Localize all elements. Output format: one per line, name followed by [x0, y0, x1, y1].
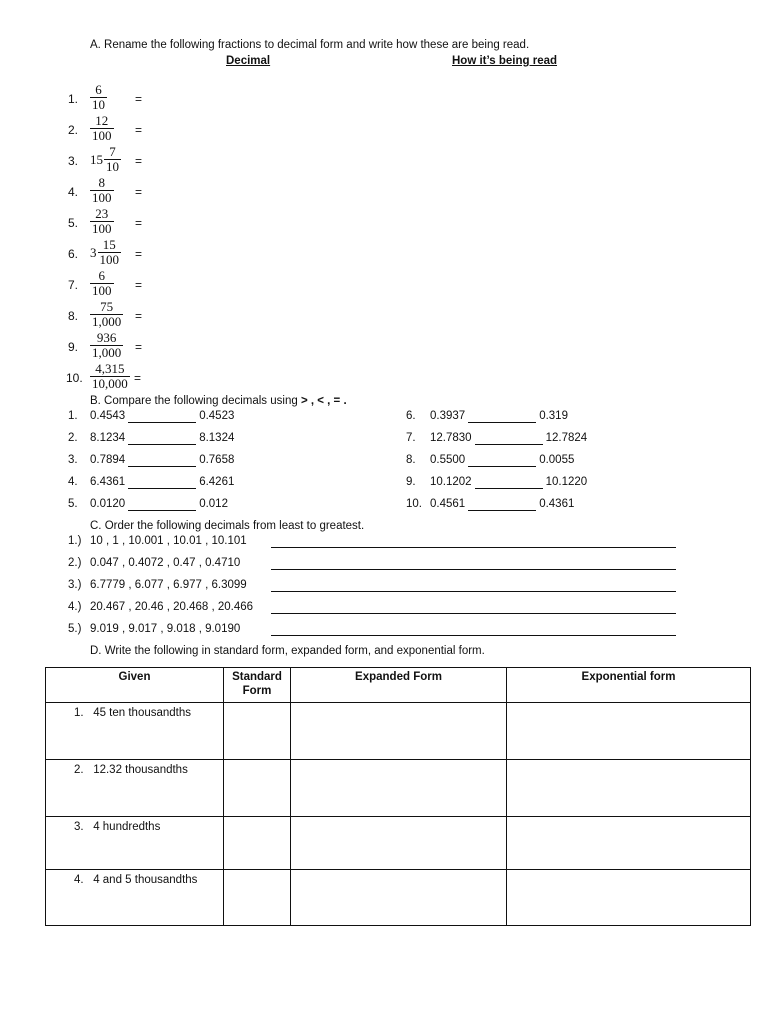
decimal-set: 20.467 , 20.46 , 20.468 , 20.466: [90, 601, 254, 613]
item-number: 6.: [68, 247, 79, 261]
item-number: 4.: [68, 185, 79, 199]
answer-blank[interactable]: [128, 410, 196, 423]
table-row: [46, 870, 751, 926]
compare-item: [406, 432, 587, 445]
answer-line[interactable]: [271, 557, 676, 570]
header-exponential-form: Exponential form: [507, 668, 751, 703]
answer-blank[interactable]: [468, 498, 536, 511]
item-number: 1.: [68, 92, 79, 106]
fraction: [90, 362, 130, 391]
fraction-body: [90, 269, 114, 298]
equals-sign: =: [135, 278, 143, 292]
answer-blank[interactable]: [468, 454, 536, 467]
item-number: 8.: [406, 454, 416, 466]
compare-item: [68, 498, 228, 511]
item-number: 7.: [406, 432, 416, 444]
fraction-whole: 15: [90, 151, 103, 167]
decimal-set: 9.019 , 9.017 , 9.018 , 9.0190: [90, 623, 241, 635]
fraction-body: [90, 176, 114, 205]
second-decimal: 8.1324: [199, 432, 235, 444]
header-standard-form: Standard Form: [224, 668, 291, 703]
fraction-body: [90, 300, 123, 329]
standard-form-cell[interactable]: [224, 703, 291, 760]
row-number: 1.: [74, 707, 84, 719]
equals-sign: =: [134, 371, 142, 385]
first-decimal: 0.5500: [430, 454, 466, 466]
how-read-column-header: How it’s being read: [452, 55, 558, 67]
equals-sign: =: [135, 123, 143, 137]
second-decimal: 0.0055: [539, 454, 575, 466]
denominator: 100: [92, 128, 112, 143]
equals-sign: =: [135, 216, 143, 230]
compare-item: [406, 476, 587, 489]
first-decimal: 8.1234: [90, 432, 126, 444]
fraction-body: [98, 238, 122, 267]
standard-form-cell[interactable]: [224, 870, 291, 926]
compare-item: [68, 454, 234, 467]
second-decimal: 0.4523: [199, 410, 235, 422]
denominator: 10: [92, 97, 105, 112]
answer-blank[interactable]: [468, 410, 536, 423]
section-d-title: D. Write the following in standard form, expanded form, and exponential form.: [90, 645, 485, 657]
given-cell: [46, 760, 224, 817]
numerator: 4,315: [95, 361, 125, 376]
order-item: [68, 601, 678, 614]
item-number: 8.: [68, 309, 79, 323]
numerator: 15: [102, 237, 116, 252]
standard-form-cell[interactable]: [224, 760, 291, 817]
expanded-form-cell[interactable]: [291, 817, 507, 870]
denominator: 100: [92, 283, 112, 298]
forms-table: [45, 667, 751, 926]
numerator: 23: [95, 206, 109, 221]
denominator: 10: [106, 159, 119, 174]
answer-blank[interactable]: [128, 498, 196, 511]
first-decimal: 0.7894: [90, 454, 126, 466]
fraction: [90, 83, 107, 112]
numerator: 12: [95, 113, 109, 128]
item-number: 10.: [406, 498, 422, 510]
expanded-form-cell[interactable]: [291, 703, 507, 760]
item-number: 4.: [68, 476, 78, 488]
compare-item: [406, 454, 574, 467]
first-decimal: 0.3937: [430, 410, 466, 422]
exponential-form-cell[interactable]: [507, 817, 751, 870]
item-number: 1.: [68, 410, 78, 422]
order-item: [68, 623, 678, 636]
answer-line[interactable]: [271, 601, 676, 614]
equals-sign: =: [135, 309, 143, 323]
row-number: 4.: [74, 874, 84, 886]
exponential-form-cell[interactable]: [507, 760, 751, 817]
numerator: 936: [96, 330, 117, 345]
fraction: [90, 114, 114, 143]
fraction-body: [90, 362, 130, 391]
fraction-body: [90, 83, 107, 112]
section-b-title-text: B. Compare the following decimals using: [90, 395, 301, 407]
fraction-body: [90, 207, 114, 236]
item-number: 5.: [68, 498, 78, 510]
item-number: 7.: [68, 278, 79, 292]
fraction-whole: 3: [90, 244, 97, 260]
item-number: 5.: [68, 216, 79, 230]
standard-form-cell[interactable]: [224, 817, 291, 870]
row-number: 3.: [74, 821, 84, 833]
compare-item: [406, 410, 568, 423]
fraction: [90, 207, 114, 236]
equals-sign: =: [135, 247, 143, 261]
numerator: 6: [98, 268, 105, 283]
order-item: [68, 557, 678, 570]
first-decimal: 6.4361: [90, 476, 126, 488]
answer-blank[interactable]: [128, 454, 196, 467]
header-given: Given: [46, 668, 224, 703]
first-decimal: 0.4561: [430, 498, 466, 510]
order-item: [68, 579, 678, 592]
answer-blank[interactable]: [128, 476, 196, 489]
fraction-body: [90, 331, 123, 360]
compare-item: [68, 476, 234, 489]
equals-sign: =: [135, 154, 143, 168]
denominator: 100: [92, 190, 112, 205]
denominator: 1,000: [92, 314, 122, 329]
second-decimal: 0.4361: [539, 498, 575, 510]
answer-line[interactable]: [271, 623, 676, 636]
item-number: 6.: [406, 410, 416, 422]
item-number: 3.: [68, 154, 79, 168]
given-cell: [46, 870, 224, 926]
fraction: [90, 331, 123, 360]
fraction: [90, 300, 123, 329]
numerator: 75: [100, 299, 114, 314]
answer-blank[interactable]: [475, 432, 543, 445]
equals-sign: =: [135, 185, 143, 199]
given-cell: [46, 703, 224, 760]
section-b-symbols: > , < , = .: [300, 395, 347, 407]
table-row: [46, 760, 751, 817]
answer-blank[interactable]: [475, 476, 543, 489]
fraction-body: [104, 145, 121, 174]
order-item: [68, 535, 678, 548]
numerator: 6: [95, 82, 102, 97]
row-number: 2.: [74, 764, 84, 776]
item-number: 3.: [68, 454, 78, 466]
item-number: 2.): [68, 557, 82, 569]
answer-line[interactable]: [271, 579, 676, 592]
table-row: [46, 817, 751, 870]
section-b-title: [90, 395, 347, 407]
fraction-body: [90, 114, 114, 143]
exponential-form-cell[interactable]: [507, 703, 751, 760]
item-number: 9.: [68, 340, 79, 354]
item-number: 9.: [406, 476, 416, 488]
expanded-form-cell[interactable]: [291, 760, 507, 817]
first-decimal: 0.0120: [90, 498, 126, 510]
denominator: 1,000: [92, 345, 122, 360]
given-text: 4 hundredths: [93, 821, 161, 833]
fraction: [90, 269, 114, 298]
answer-blank[interactable]: [128, 432, 196, 445]
section-c-title: C. Order the following decimals from least to greatest.: [90, 520, 365, 532]
table-row: [46, 703, 751, 760]
fraction: [90, 176, 114, 205]
second-decimal: 0.012: [199, 498, 228, 510]
section-a-title: A. Rename the following fractions to decimal form and write how these are being read.: [90, 39, 530, 51]
second-decimal: 12.7824: [545, 432, 588, 444]
decimal-set: 10 , 1 , 10.001 , 10.01 , 10.101: [90, 535, 247, 547]
denominator: 100: [92, 221, 112, 236]
given-text: 45 ten thousandths: [93, 707, 192, 719]
second-decimal: 6.4261: [199, 476, 235, 488]
given-text: 4 and 5 thousandths: [93, 874, 198, 886]
exponential-form-cell[interactable]: [507, 870, 751, 926]
item-number: 2.: [68, 123, 79, 137]
denominator: 10,000: [92, 376, 128, 391]
item-number: 3.): [68, 579, 82, 591]
first-decimal: 10.1202: [430, 476, 472, 488]
decimal-column-header: Decimal: [226, 55, 271, 67]
table-header-row: [46, 668, 751, 703]
item-number: 4.): [68, 601, 82, 613]
given-text: 12.32 thousandths: [93, 764, 188, 776]
answer-line[interactable]: [271, 535, 676, 548]
compare-item: [406, 498, 574, 511]
expanded-form-cell[interactable]: [291, 870, 507, 926]
item-number: 10.: [66, 371, 83, 385]
item-number: 2.: [68, 432, 78, 444]
fraction: [90, 238, 121, 267]
equals-sign: =: [135, 340, 143, 354]
second-decimal: 0.319: [539, 410, 568, 422]
decimal-set: 0.047 , 0.4072 , 0.47 , 0.4710: [90, 557, 241, 569]
numerator: 8: [98, 175, 105, 190]
compare-item: [68, 410, 234, 423]
item-number: 1.): [68, 535, 82, 547]
item-number: 5.): [68, 623, 82, 635]
first-decimal: 12.7830: [430, 432, 472, 444]
fraction: [90, 145, 121, 174]
denominator: 100: [99, 252, 119, 267]
equals-sign: =: [135, 92, 143, 106]
decimal-set: 6.7779 , 6.077 , 6.977 , 6.3099: [90, 579, 247, 591]
second-decimal: 0.7658: [199, 454, 235, 466]
compare-item: [68, 432, 234, 445]
given-cell: [46, 817, 224, 870]
numerator: 7: [109, 144, 116, 159]
first-decimal: 0.4543: [90, 410, 126, 422]
second-decimal: 10.1220: [545, 476, 588, 488]
header-expanded-form: Expanded Form: [291, 668, 507, 703]
